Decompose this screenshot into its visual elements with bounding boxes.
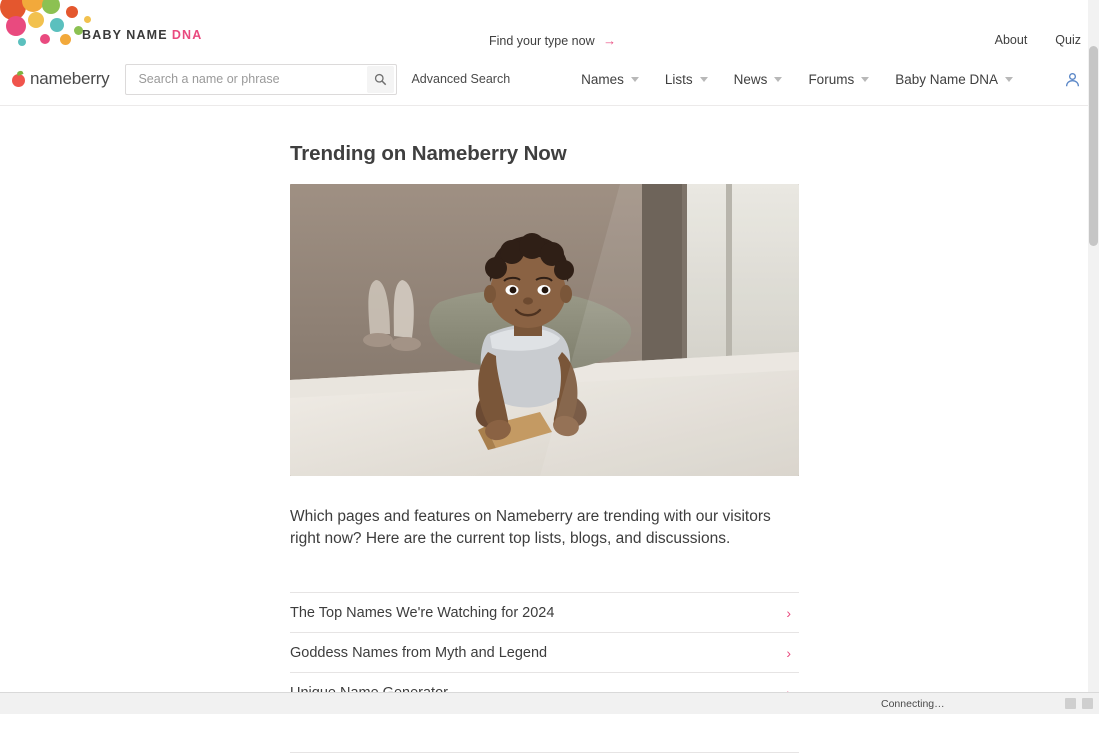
status-bar-icons bbox=[1065, 698, 1093, 709]
chevron-down-icon bbox=[861, 77, 869, 82]
status-icon bbox=[1065, 698, 1076, 709]
page-content bbox=[0, 142, 1099, 753]
baby-name-dna-logo[interactable] bbox=[82, 28, 203, 42]
accordion-item-partial[interactable] bbox=[290, 713, 799, 753]
hero-illustration bbox=[290, 184, 799, 476]
hero-image bbox=[290, 184, 799, 476]
search-icon bbox=[374, 73, 387, 86]
find-your-type-label: Find your type now bbox=[489, 34, 595, 48]
scrollbar-thumb[interactable] bbox=[1089, 46, 1098, 246]
decorative-dots bbox=[0, 0, 100, 53]
user-account-icon bbox=[1063, 70, 1082, 89]
logo-dna-text: DNA bbox=[171, 28, 203, 42]
decorative-dot bbox=[50, 18, 64, 32]
nav-item-lists[interactable] bbox=[665, 72, 708, 87]
decorative-dot bbox=[40, 34, 50, 44]
browser-status-bar bbox=[0, 692, 1099, 714]
chevron-down-icon bbox=[774, 77, 782, 82]
decorative-dot bbox=[66, 6, 78, 18]
status-message: Connecting… bbox=[877, 698, 949, 710]
trending-accordion bbox=[290, 592, 799, 753]
chevron-down-icon bbox=[1005, 77, 1013, 82]
decorative-dot bbox=[28, 12, 44, 28]
accordion-item-label: Goddess Names from Myth and Legend bbox=[290, 644, 548, 661]
nameberry-home-link[interactable] bbox=[12, 69, 109, 89]
nav-item-names[interactable] bbox=[581, 72, 639, 87]
nav-items bbox=[581, 68, 1083, 90]
find-your-type-link[interactable] bbox=[489, 33, 616, 48]
decorative-dot bbox=[6, 16, 26, 36]
promo-bar bbox=[0, 0, 1099, 53]
page-title: Trending on Nameberry Now bbox=[290, 142, 567, 165]
accordion-item-top-names-2024[interactable] bbox=[290, 593, 799, 633]
nav-item-lists-label: Lists bbox=[664, 71, 693, 87]
main-navigation bbox=[0, 53, 1099, 106]
brand-label: nameberry bbox=[30, 69, 110, 88]
nav-item-names-label: Names bbox=[581, 71, 624, 87]
decorative-dot bbox=[84, 16, 91, 23]
search-input[interactable] bbox=[136, 71, 367, 87]
chevron-down-icon bbox=[700, 77, 708, 82]
accordion-item-goddess-names[interactable] bbox=[290, 633, 799, 673]
search-box[interactable] bbox=[125, 64, 397, 95]
nav-item-news-label: News bbox=[733, 71, 768, 87]
logo-baby-text: BABY bbox=[82, 28, 123, 42]
quiz-link[interactable]: Quiz bbox=[1055, 33, 1081, 47]
decorative-dot bbox=[60, 34, 71, 45]
decorative-dot bbox=[42, 0, 60, 14]
nav-item-news[interactable] bbox=[734, 72, 783, 87]
logo-name-text: NAME bbox=[126, 28, 168, 42]
promo-bar-links bbox=[995, 33, 1081, 47]
nav-item-baby-name-dna[interactable] bbox=[895, 72, 1013, 87]
arrow-right-icon: → bbox=[603, 33, 617, 48]
intro-paragraph: Which pages and features on Nameberry are trending with our visitors right now? Here are the current top lists, blogs, and discussions. bbox=[290, 508, 771, 548]
nav-item-forums-label: Forums bbox=[808, 71, 855, 87]
chevron-right-icon: › bbox=[786, 604, 791, 621]
chevron-right-icon: › bbox=[786, 644, 791, 661]
page-scrollbar[interactable] bbox=[1088, 0, 1099, 714]
about-link[interactable]: About bbox=[994, 33, 1028, 47]
berry-icon bbox=[12, 74, 25, 87]
account-button[interactable] bbox=[1061, 68, 1083, 90]
nav-item-baby-name-dna-label: Baby Name DNA bbox=[895, 71, 998, 87]
nav-item-forums[interactable] bbox=[808, 72, 869, 87]
status-icon bbox=[1082, 698, 1093, 709]
chevron-down-icon bbox=[631, 77, 639, 82]
advanced-search-link[interactable]: Advanced Search bbox=[411, 72, 511, 86]
decorative-dot bbox=[18, 38, 26, 46]
search-button[interactable] bbox=[367, 66, 394, 93]
accordion-item-label: The Top Names We're Watching for 2024 bbox=[290, 604, 555, 621]
